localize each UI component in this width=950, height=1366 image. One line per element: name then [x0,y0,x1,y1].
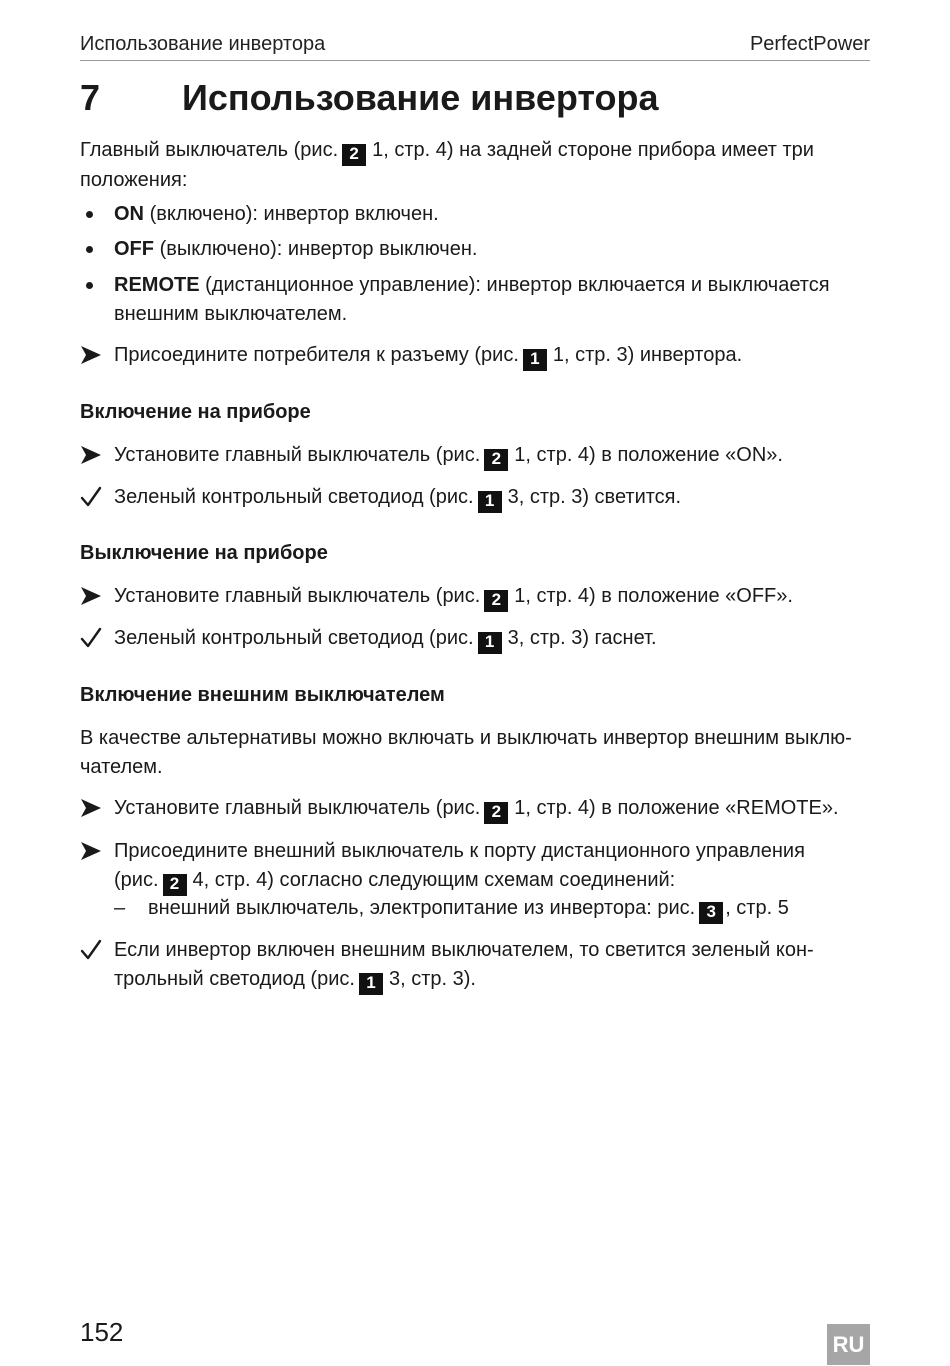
paragraph-line: В качестве альтернативы можно включать и выключать инвертор внешним выклю- [80,727,852,749]
position-description: (дистанционное управление): инвертор включается и выключается [205,274,830,296]
manual-page [80,0,870,1365]
running-header [80,30,870,61]
step-text: Присоедините внешний выключатель к порту дистанционного управления [114,840,805,862]
section-heading: Включение на приборе [80,401,311,423]
position-description-cont: внешним выключателем. [114,302,348,325]
result-text-cont: 3, стр. 3). [388,967,476,990]
step-text-cont: 1, стр. 4) в положение «ON». [514,444,783,466]
arrow-icon [80,345,108,365]
figure-ref-badge: 3 [699,902,723,924]
intro-text: Главный выключатель (рис. [80,139,339,161]
result-text-cont: 3, стр. 3) светится. [507,486,682,508]
language-badge: RU [827,1324,870,1365]
figure-ref-badge: 2 [484,449,508,471]
step-text: Установите главный выключатель (рис. [114,797,481,819]
intro-paragraph [80,136,870,195]
step-text-cont: 1, стр. 3) инвертора. [552,344,743,366]
figure-ref-badge: 1 [359,973,383,995]
step-text: Установите главный выключатель (рис. [114,585,481,607]
bullet-icon [86,282,93,289]
page-number: 152 [80,1317,124,1347]
step-text: Установите главный выключатель (рис. [114,444,481,466]
section-heading: Включение внешним выключателем [80,684,445,706]
arrow-icon [80,841,108,861]
step-text-cont: 1, стр. 4) в положение «OFF». [514,585,793,607]
figure-ref-badge: 1 [478,632,502,654]
result-text: Если инвертор включен внешним выключателем, то светится зеленый кон- [114,939,814,961]
result-text: Зеленый контрольный светодиод (рис. [114,627,474,649]
position-label: OFF [114,238,154,260]
result-text-cont: 3, стр. 3) гаснет. [507,627,657,649]
figure-ref-badge: 2 [342,144,366,166]
arrow-icon [80,798,108,818]
remote-intro-paragraph [80,724,870,781]
result-text-cont: трольный светодиод (рис. [114,967,355,990]
arrow-icon [80,586,108,606]
figure-ref-badge: 2 [484,590,508,612]
position-label: ON [114,203,144,225]
position-description: (включено): инвертор включен. [149,203,439,225]
paragraph-line: чателем. [80,755,163,778]
checkmark-icon [80,939,108,961]
figure-ref-badge: 1 [478,491,502,513]
step-text-cont: 1, стр. 4) в положение «REMOTE». [514,797,839,819]
step-text-cont: (рис. [114,868,159,891]
result-text: Зеленый контрольный светодиод (рис. [114,486,474,508]
arrow-icon [80,445,108,465]
intro-text-cont: 1, стр. 4) на задней стороне прибора имеет три [372,139,814,161]
header-product-name: PerfectPower [749,33,870,55]
section-heading: Выключение на приборе [80,542,328,564]
figure-ref-badge: 1 [523,349,547,371]
header-section-title: Использование инвертора [80,33,326,55]
checkmark-icon [80,486,108,508]
sub-item-text-cont: , стр. 5 [725,897,789,919]
position-description: (выключено): инвертор выключен. [159,238,478,260]
step-text-cont: 4, стр. 4) согласно следующим схемам соединений: [192,868,676,891]
figure-ref-badge: 2 [484,802,508,824]
bullet-icon [86,246,93,253]
sub-item-text: внешний выключатель, электропитание из инвертора: рис. [148,897,696,919]
bullet-icon [86,211,93,218]
chapter-title: Использование инвертора [182,77,659,118]
position-label: REMOTE [114,274,200,296]
figure-ref-badge: 2 [163,874,187,896]
dash-marker: – [114,897,126,919]
chapter-number: 7 [80,77,101,118]
intro-text-line2: положения: [80,169,188,191]
checkmark-icon [80,627,108,649]
step-text: Присоедините потребителя к разъему (рис. [114,344,519,366]
